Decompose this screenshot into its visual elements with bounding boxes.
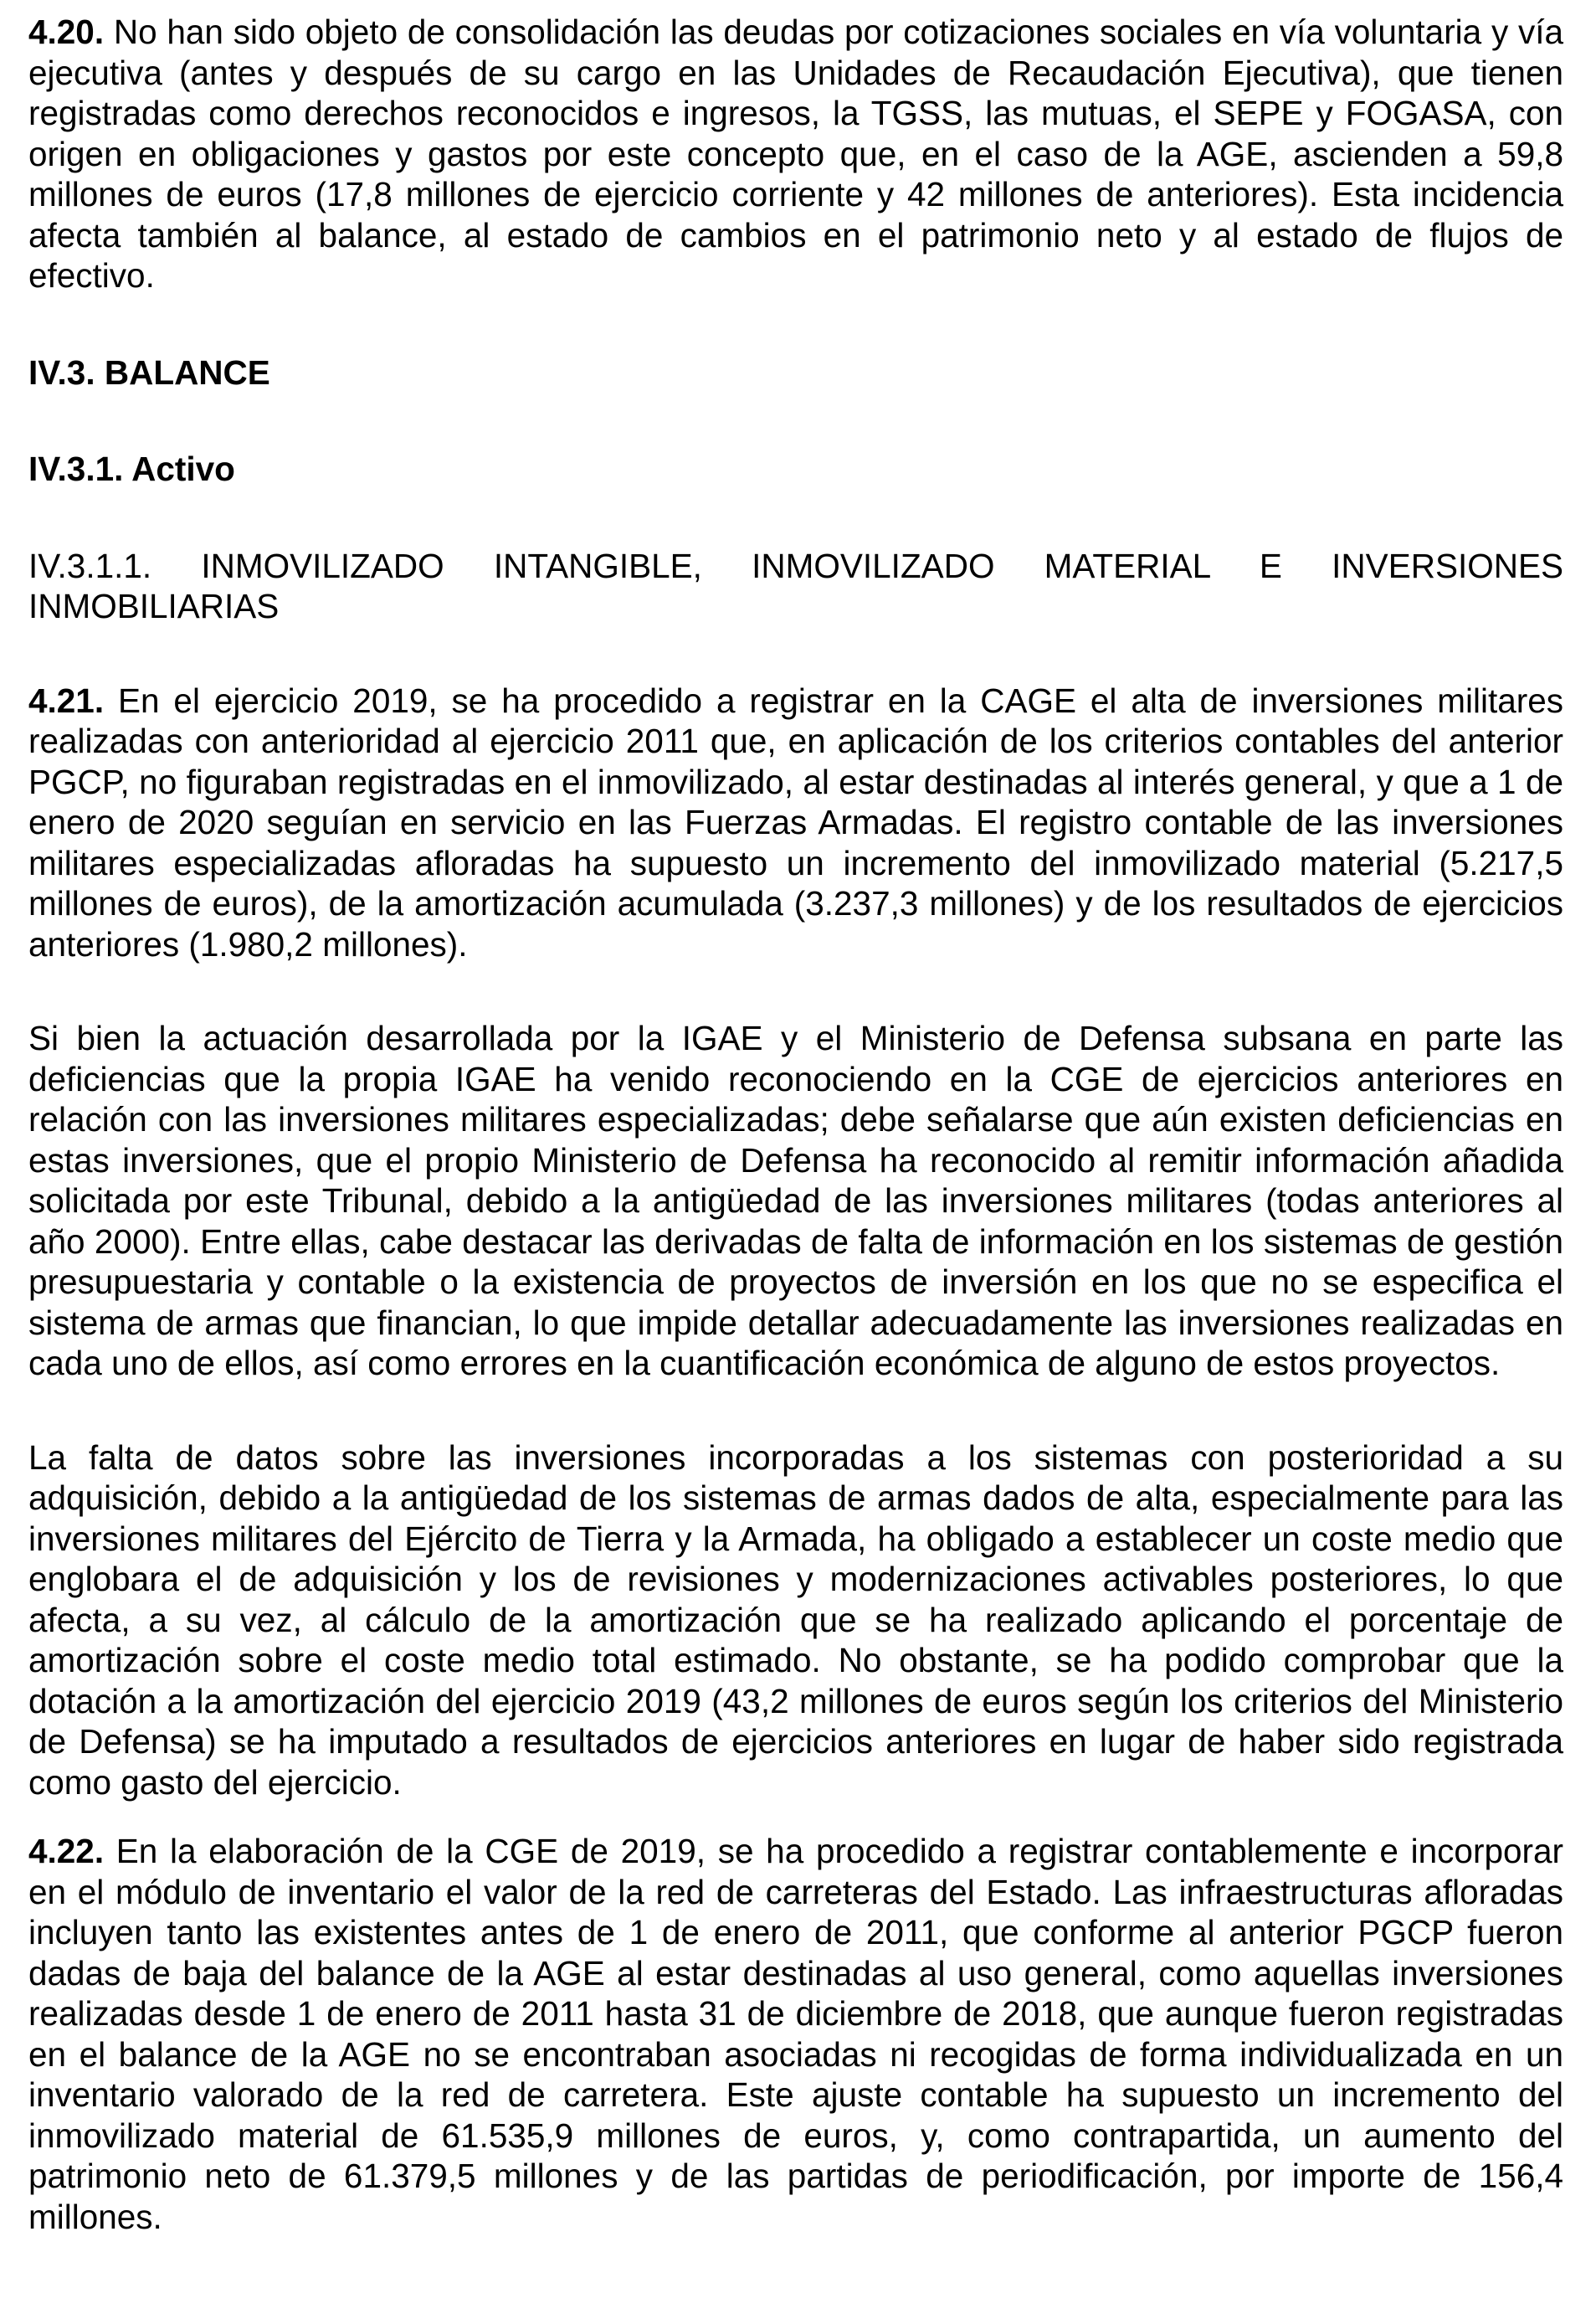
subsection-heading-activo: IV.3.1. Activo bbox=[28, 450, 235, 488]
paragraph-4-22 bbox=[28, 1831, 1563, 2237]
paragraph-number: 4.21. bbox=[28, 681, 105, 720]
subsubsection-heading-inmovilizado: IV.3.1.1. INMOVILIZADO INTANGIBLE, INMOVILIZADO MATERIAL E INVERSIONES INMOBILIARIAS bbox=[28, 546, 1563, 625]
paragraph-number: 4.22. bbox=[28, 1832, 105, 1870]
paragraph-4-20 bbox=[28, 12, 1563, 296]
paragraph-falta-de-datos: La falta de datos sobre las inversiones incorporadas a los sistemas con posterioridad a su adquisición, debido a la antigüedad de los sistemas de armas dados de alta, especialmente para las inversiones militares del Ejército de Tierra y la Armada, ha obligado a establecer un coste medio que englobara el de adquisición y los de revisiones y modernizaciones activables posteriores, lo que afecta, a su vez, al cálculo de la amortización que se ha realizado aplicando el porcentaje de amortización sobre el coste medio total estimado. No obstante, se ha podido comprobar que la dotación a la amortización del ejercicio 2019 (43,2 millones de euros según los criterios del Ministerio de Defensa) se ha imputado a resultados de ejercicios anteriores en lugar de haber sido registrada como gasto del ejercicio. bbox=[28, 1437, 1563, 1802]
paragraph-text: En la elaboración de la CGE de 2019, se ha procedido a registrar contablemente e incorporar en el módulo de inventario el valor de la red de carreteras del Estado. Las infraestructuras afloradas incluyen tanto las existentes antes de 1 de enero de 2011, que conforme al anterior PGCP fueron dadas de baja del balance de la AGE al estar destinadas al uso general, como aquellas inversiones realizadas desde 1 de enero de 2011 hasta 31 de diciembre de 2018, que aunque fueron registradas en el balance de la AGE no se encontraban asociadas ni recogidas de forma individualizada en un inventario valorado de la red de carretera. Este ajuste contable ha supuesto un incremento del inmovilizado material de 61.535,9 millones de euros, y, como contrapartida, un aumento del patrimonio neto de 61.379,5 millones y de las partidas de periodificación, por importe de 156,4 millones. bbox=[28, 1832, 1563, 2236]
paragraph-number: 4.20. bbox=[28, 13, 105, 51]
section-heading-balance: IV.3. BALANCE bbox=[28, 352, 270, 392]
paragraph-text: En el ejercicio 2019, se ha procedido a registrar en la CAGE el alta de inversiones militares realizadas con anterioridad al ejercicio 2011 que, en aplicación de los criterios contables del anterior PGCP, no figuraban registradas en el inmovilizado, al estar destinadas al interés general, y que a 1 de enero de 2020 seguían en servicio en las Fuerzas Armadas. El registro contable de las inversiones militares especializadas afloradas ha supuesto un incremento del inmovilizado material (5.217,5 millones de euros), de la amortización acumulada (3.237,3 millones) y de los resultados de ejercicios anteriores (1.980,2 millones). bbox=[28, 681, 1563, 964]
document-page bbox=[28, 12, 1563, 2237]
paragraph-deficiencias: Si bien la actuación desarrollada por la IGAE y el Ministerio de Defensa subsana en parte las deficiencias que la propia IGAE ha venido reconociendo en la CGE de ejercicios anteriores en relación con las inversiones militares especializadas; debe señalarse que aún existen deficiencias en estas inversiones, que el propio Ministerio de Defensa ha reconocido al remitir información añadida solicitada por este Tribunal, debido a la antigüedad de las inversiones militares (todas anteriores al año 2000). Entre ellas, cabe destacar las derivadas de falta de información en los sistemas de gestión presupuestaria y contable o la existencia de proyectos de inversión en los que no se especifica el sistema de armas que financian, lo que impide detallar adecuadamente las inversiones realizadas en cada uno de ellos, así como errores en la cuantificación económica de alguno de estos proyectos. bbox=[28, 1019, 1563, 1382]
paragraph-text: No han sido objeto de consolidación las deudas por cotizaciones sociales en vía voluntaria y vía ejecutiva (antes y después de su cargo en las Unidades de Recaudación Ejecutiva), que tienen registradas como derechos reconocidos e ingresos, la TGSS, las mutuas, el SEPE y FOGASA, con origen en obligaciones y gastos por este concepto que, en el caso de la AGE, ascienden a 59,8 millones de euros (17,8 millones de ejercicio corriente y 42 millones de anteriores). Esta incidencia afecta también al balance, al estado de cambios en el patrimonio neto y al estado de flujos de efectivo. bbox=[28, 13, 1563, 295]
paragraph-4-21 bbox=[28, 681, 1563, 965]
